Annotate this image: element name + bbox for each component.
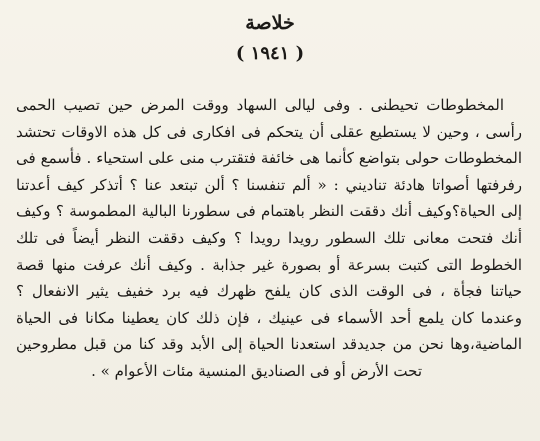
body-paragraph [16, 92, 522, 385]
text-line: أنك فتحت معانى تلك السطور رويدا رويدا ؟ وكيف دققت النظر أيضاً فى تلك [16, 228, 522, 247]
text-line: رأسى ، وحين لا يستطيع عقلى أن يتحكم فى افكارى فى كل هذه الاوقات تحتشد [16, 122, 522, 141]
text-line: إلى الحياة؟وكيف أنك دققت النظر باهتمام فى سطورنا البالية المطموسة ؟ وكيف [16, 202, 522, 221]
document-title: خلاصة [245, 12, 295, 34]
text-line: حياتنا فجأة ، فى الوقت الذى كان يلفح ظهرك فيه برد خفيف يثير الانفعال ؟ [16, 282, 522, 301]
text-line: الخطوط التى كتبت بسرعة أو بصورة غير جذابة . وكيف أنك عرفت منها قصة [16, 255, 522, 274]
text-line: المخطوطات تحيطنى . وفى ليالى السهاد ووقت المرض حين تصيب الحمى [16, 96, 504, 114]
text-line: رفرفتها أصواتا هادئة تناديني : « ألم تنفسنا ؟ ألن تبتعد عنا ؟ أتذكر كيف أعدتنا [16, 175, 522, 194]
text-line: وعندما كان يلمع أحد الأسماء فى عينيك ، فإن ذلك كان يعطينا مكانا فى الحياة [16, 308, 522, 327]
text-line: الماضية،وها نحن من جديدقد استعدنا الحياة إلى الأبد وقد كنا من قبل مطروحين [16, 335, 522, 354]
text-line: تحت الأرض أو فى الصناديق المنسية مئات الأعوام » . [91, 361, 422, 380]
text-line: المخطوطات حولى بتواضع كأنما هى خائفة فتقترب منى على استحياء . فأسمع فى [16, 149, 522, 168]
document-year: ( ١٩٤١ ) [235, 43, 305, 64]
